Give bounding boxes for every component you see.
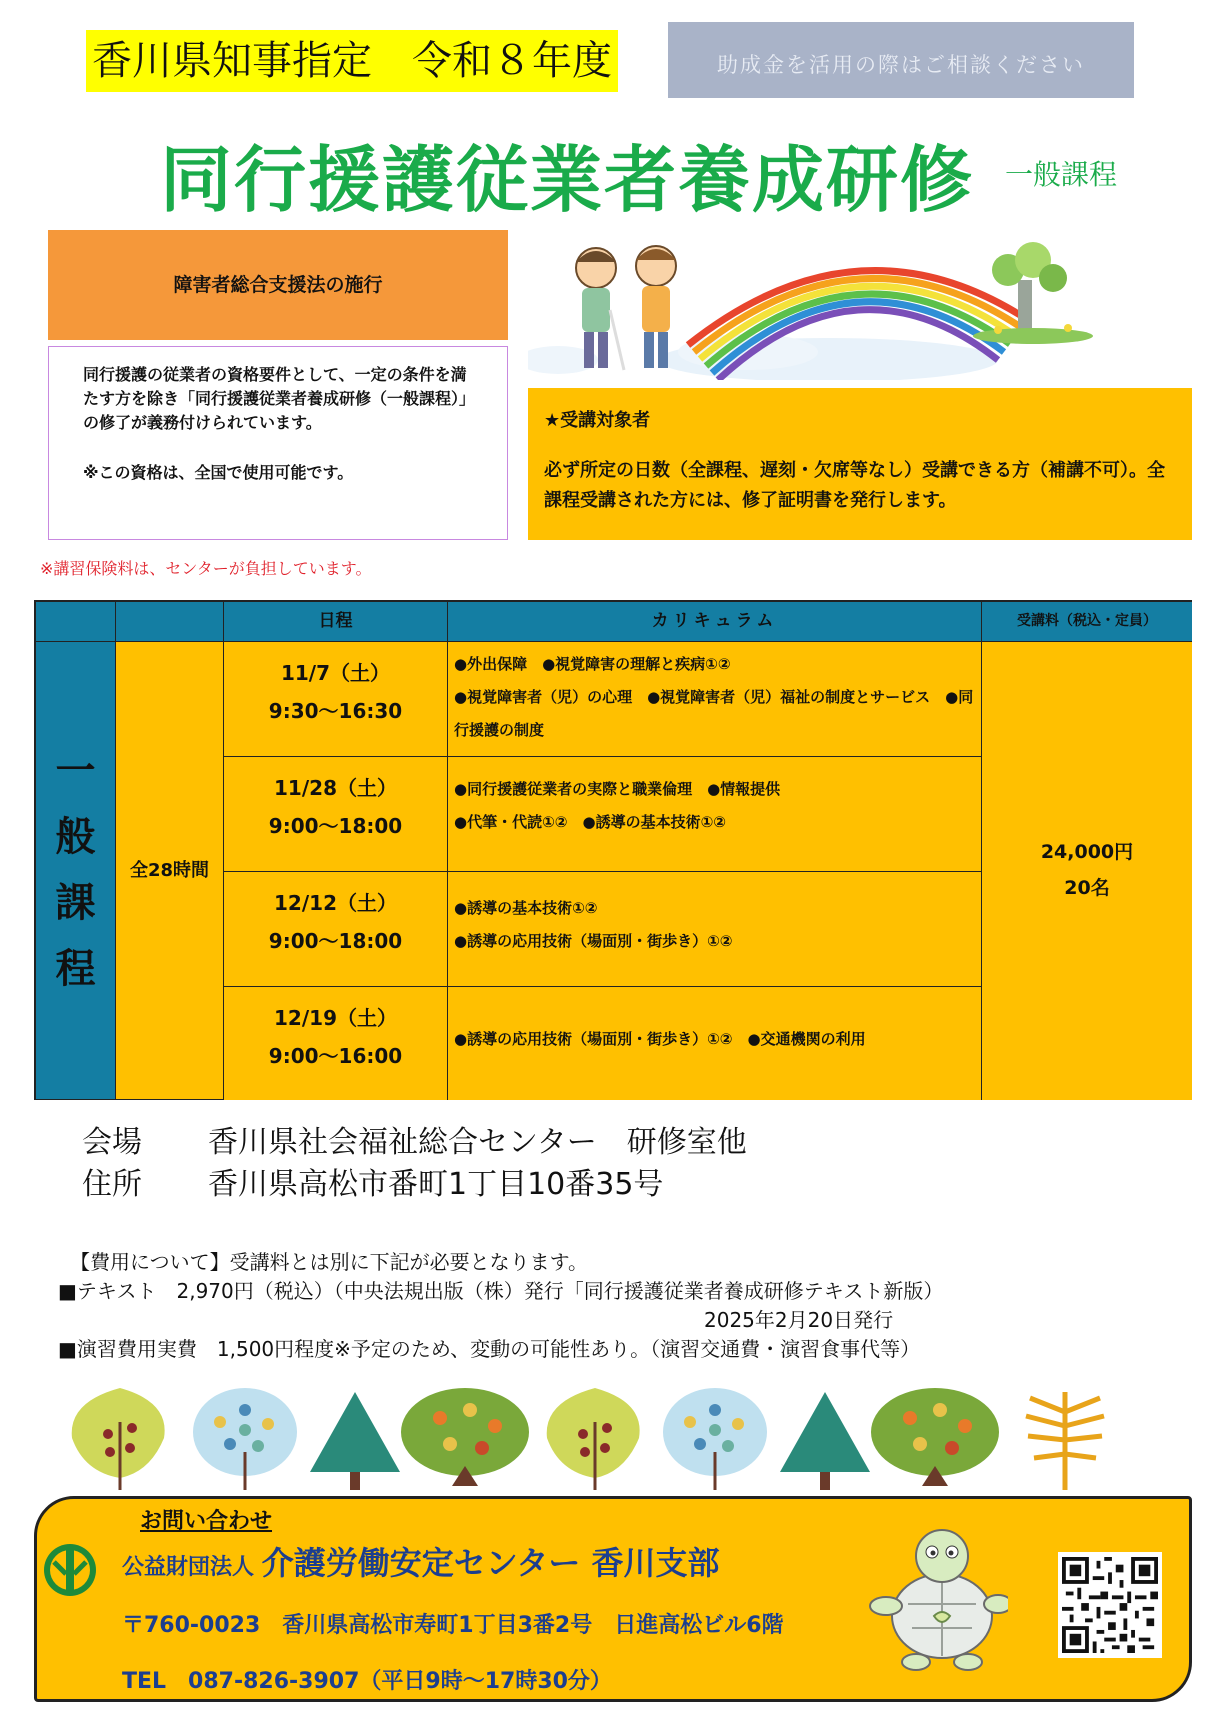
venue-block <box>82 1122 747 1206</box>
cost-exercise: ■演習費用実費 1,500円程度※予定のため、変動の可能性あり。（演習交通費・演習食事代等） <box>58 1337 921 1361</box>
law-note: ※この資格は、全国で使用可能です。 <box>83 463 354 482</box>
row-date <box>224 757 448 872</box>
curriculum-line: ●視覚障害者（児）の心理 ●視覚障害者（児）福祉の制度とサービス ●同行援護の制度 <box>454 688 974 739</box>
row-curriculum <box>448 757 982 872</box>
time-text: 9:30～16:30 <box>268 699 403 723</box>
schedule-table <box>34 600 1192 1100</box>
autumn-tree-icon <box>401 1388 529 1486</box>
row-date <box>224 987 448 1100</box>
trees-decoration <box>60 1382 1170 1492</box>
row-curriculum <box>448 872 982 987</box>
cost-text: ■テキスト 2,970円（税込）（中央法規出版（株）発行「同行援護従業者養成研修テキスト新版） <box>58 1279 944 1303</box>
walkers-icon <box>576 246 676 370</box>
curriculum-line: ●外出保障 ●視覚障害の理解と疾病①② <box>454 655 731 673</box>
page-subtitle: 一般課程 <box>1005 158 1118 191</box>
date-text: 12/19（土） <box>274 1006 397 1030</box>
rainbow-illustration <box>528 240 1192 380</box>
header-date: 日程 <box>224 602 448 642</box>
org-name: 介護労働安定センター 香川支部 <box>261 1544 720 1582</box>
time-text: 9:00～18:00 <box>268 929 403 953</box>
course-label <box>36 642 116 1100</box>
row-date <box>224 642 448 757</box>
organization-logo-icon <box>40 1540 100 1600</box>
header-fee: 受講料（税込・定員） <box>982 602 1192 642</box>
contact-address: 〒760-0023 香川県高松市寿町1丁目3番2号 日進高松ビル6階 <box>122 1613 784 1638</box>
law-text: 同行援護の従業者の資格要件として、一定の条件を満たす方を除き「同行援護従業者養成研修（一般課程）」の修了が義務付けられています。 <box>83 365 476 432</box>
address-label: 住所 <box>82 1167 142 1202</box>
course-char: 般 <box>55 814 96 860</box>
curriculum-line: ●代筆・代読①② ●誘導の基本技術①② <box>454 813 726 831</box>
time-text: 9:00～18:00 <box>268 814 403 838</box>
org-prefix: 公益財団法人 <box>122 1555 255 1580</box>
row-date <box>224 872 448 987</box>
row-curriculum <box>448 642 982 757</box>
fee-cell <box>982 642 1192 1100</box>
dotted-tree-icon <box>663 1388 767 1490</box>
address-value: 香川県高松市番町1丁目10番35号 <box>208 1167 664 1202</box>
contact-organization <box>122 1538 720 1584</box>
venue-label: 会場 <box>82 1125 142 1160</box>
subsidy-note: 助成金を活用の際はご相談ください <box>668 22 1134 98</box>
leaf-tree-icon <box>547 1388 640 1490</box>
header-blank-1 <box>36 602 116 642</box>
ginkgo-leaf-icon <box>1026 1392 1104 1490</box>
turtle-mascot-icon <box>868 1524 1008 1674</box>
pine-tree-icon <box>780 1392 870 1490</box>
pine-tree-icon <box>310 1392 400 1490</box>
date-text: 12/12（土） <box>274 891 397 915</box>
fee-amount: 24,000円 <box>1040 841 1134 863</box>
costs-intro: 【費用について】受講料とは別に下記が必要となります。 <box>70 1250 588 1274</box>
header-curriculum: カリキュラム <box>448 602 982 642</box>
course-char: 課 <box>55 880 96 926</box>
date-text: 11/28（土） <box>274 776 397 800</box>
course-char: 一 <box>55 748 96 794</box>
designation-banner: 香川県知事指定 令和８年度 <box>86 30 618 92</box>
autumn-tree-icon <box>871 1388 999 1486</box>
curriculum-line: ●誘導の応用技術（場面別・街歩き）①② ●交通機関の利用 <box>454 1030 866 1048</box>
costs-block <box>58 1248 1188 1364</box>
header-blank-2 <box>116 602 224 642</box>
qr-code-icon[interactable] <box>1058 1552 1162 1658</box>
cost-text-date: 2025年2月20日発行 <box>704 1308 894 1332</box>
date-text: 11/7（土） <box>280 661 391 685</box>
curriculum-line: ●誘導の応用技術（場面別・街歩き）①② <box>454 932 733 950</box>
target-text: 必ず所定の日数（全課程、遅刻・欠席等なし）受講できる方（補講不可）。全課程受講された方には、修了証明書を発行します。 <box>544 460 1165 511</box>
venue-value: 香川県社会福祉総合センター 研修室他 <box>208 1125 747 1160</box>
page-title: 同行援護従業者養成研修 <box>160 138 975 222</box>
leaf-tree-icon <box>72 1388 165 1490</box>
target-heading: ★受講対象者 <box>544 410 651 431</box>
total-hours: 全28時間 <box>116 642 224 1100</box>
capacity: 20名 <box>1064 877 1110 899</box>
contact-tel: TEL 087-826-3907（平日9時～17時30分） <box>122 1669 612 1694</box>
law-info-box <box>48 346 508 540</box>
law-heading: 障害者総合支援法の施行 <box>48 230 508 340</box>
dotted-tree-icon <box>193 1388 297 1490</box>
target-audience-box <box>528 388 1192 540</box>
contact-heading: お問い合わせ <box>140 1509 273 1534</box>
curriculum-line: ●同行援護従業者の実際と職業倫理 ●情報提供 <box>454 780 781 798</box>
curriculum-line: ●誘導の基本技術①② <box>454 899 598 917</box>
row-curriculum <box>448 987 982 1100</box>
insurance-note: ※講習保険料は、センターが負担しています。 <box>40 559 372 578</box>
course-char: 程 <box>55 946 96 992</box>
time-text: 9:00～16:00 <box>268 1044 403 1068</box>
